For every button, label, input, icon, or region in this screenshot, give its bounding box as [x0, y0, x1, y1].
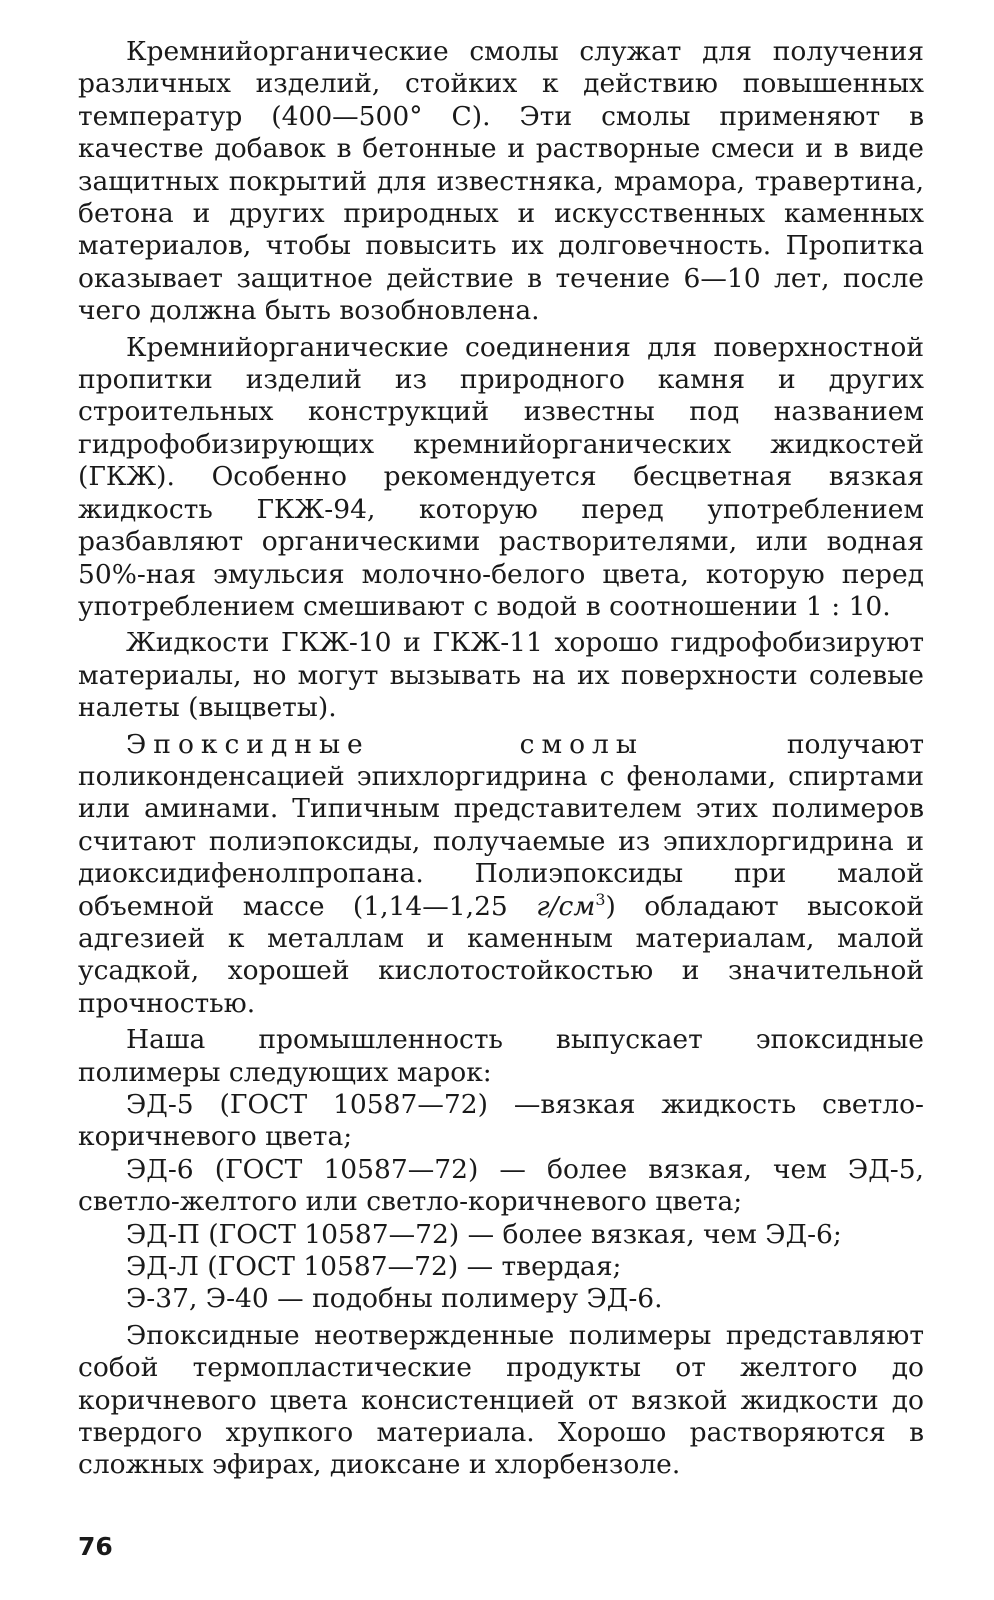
grade-item: ЭД-5 (ГОСТ 10587—72) —вязкая жидкость светло-коричневого цвета; — [78, 1089, 924, 1153]
paragraph-gkzh-10-11: Жидкости ГКЖ-10 и ГКЖ-11 хорошо гидрофобизируют материалы, но могут вызывать на их поверхности солевые налеты (выцветы). — [78, 627, 924, 724]
grade-item: Э-37, Э-40 — подобны полимеру ЭД-6. — [126, 1283, 663, 1315]
page-number: 76 — [78, 1532, 113, 1561]
epoxy-text-2: ) обладают высокой адгезией к металлам и каменным материалам, малой усадкой, хорошей кислотостойкостью и значительной прочностью. — [78, 890, 924, 1019]
paragraph-uncured-polymers: Эпоксидные неотвержденные полимеры представляют собой термопластические продукты от желтого до коричневого цвета консистенцией от вязкой жидкости до твердого хрупкого материала. Хорошо растворяются в сложных эфирах, диоксане и хлорбензоле. — [78, 1319, 924, 1481]
grade-item: ЭД-6 (ГОСТ 10587—72) — более вязкая, чем ЭД-5, светло-желтого или светло-коричневого цвета; — [78, 1153, 924, 1218]
paragraph-epoxy-resins — [78, 729, 924, 1021]
grade-item: ЭД-П (ГОСТ 10587—72) — более вязкая, чем ЭД-6; — [126, 1218, 842, 1250]
density-unit: г/см — [536, 890, 596, 922]
density-exponent: 3 — [595, 889, 606, 909]
page-body — [78, 36, 924, 1482]
paragraph-silicone-resins: Кремнийорганические смолы служат для получения различных изделий, стойких к действию повышенных температур (400—500° С). Эти смолы применяют в качестве добавок в бетонные и растворные смеси и в виде защитных покрытий для известняка, мрамора, травертина, бетона и других природных и искусственных каменных материалов, чтобы повысить их долговечность. Пропитка оказывает защитное действие в течение 6—10 лет, после чего должна быть возобновлена. — [78, 36, 924, 327]
paragraph-grades-intro: Наша промышленность выпускает эпоксидные полимеры следующих марок: — [78, 1024, 924, 1088]
epoxy-term: Эпоксидные смолы — [126, 728, 644, 760]
grade-item: ЭД-Л (ГОСТ 10587—72) — твердая; — [126, 1251, 622, 1283]
epoxy-text-1: получают поликонденсацией эпихлоргидрина с фенолами, спиртами или аминами. Типичным представителем этих полимеров считают полиэпоксиды, получаемые из эпихлоргидрина и диоксидифенолпропана. Полиэпоксиды при малой объемной массе (1,14—1,25 — [78, 728, 924, 922]
paragraph-gkzh-liquids: Кремнийорганические соединения для поверхностной пропитки изделий из природного камня и других строительных конструкций известны под названием гидрофобизирующих кремнийорганических жидкостей (ГКЖ). Особенно рекомендуется бесцветная вязкая жидкость ГКЖ-94, которую перед употреблением разбавляют органическими растворителями, или водная 50%-ная эмульсия молочно-белого цвета, которую перед употреблением смешивают с водой в соотношении 1 : 10. — [78, 331, 924, 622]
